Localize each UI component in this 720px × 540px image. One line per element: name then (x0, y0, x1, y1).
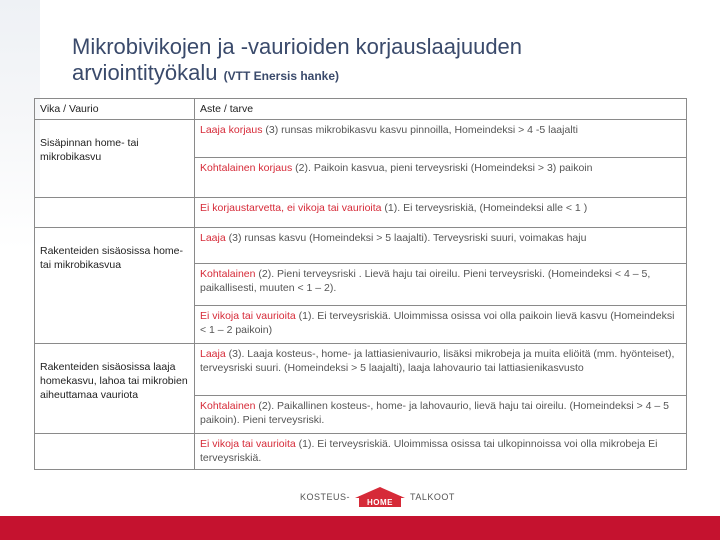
level-text: (1). Ei terveysriskiä. Uloimmissa osissa voi olla paikoin lievä kasvu (Homeindeksi < 1 – 2 paikoin) (200, 310, 675, 336)
vika-cell: Rakenteiden sisäosissa laaja homekasvu, lahoa tai mikrobien aiheuttamaa vauriota (35, 344, 195, 434)
kosteus-home-talkoot-logo (300, 486, 455, 508)
title-subtitle: (VTT Enersis hanke) (223, 69, 340, 83)
aste-cell (195, 396, 687, 434)
level-text: (2). Paikallinen kosteus-, home- ja lahovaurio, lievä haju tai oireilu. (Homeindeksi > 4 – 5 paikoin). Pieni terveysriski. (200, 400, 669, 426)
level-text: (3). Laaja kosteus-, home- ja lattiasienivaurio, lisäksi mikrobeja ja muita eliöitä (mm. hyönteiset), terveysriski suuri. (Homeindeksi > 5 laajalti), laaja lahovaurio tai lattiasienikasvusto (200, 348, 675, 374)
level-text: (2). Paikoin kasvua, pieni terveysriski (Homeindeksi > 3) paikoin (292, 162, 593, 174)
level-label: Kohtalainen (200, 400, 256, 412)
aste-cell (195, 434, 687, 470)
level-label: Ei vikoja tai vaurioita (200, 438, 296, 450)
header-aste: Aste / tarve (195, 99, 687, 120)
logo-right-text: TALKOOT (410, 492, 455, 502)
aste-cell (195, 344, 687, 396)
level-text: (2). Pieni terveysriski . Lievä haju tai oireilu. Pieni terveysriski. (Homeindeksi < 4 – 5, paikallisesti, muuten < 1 – 2). (200, 268, 651, 294)
vika-cell: Sisäpinnan home- tai mikrobikasvu (35, 120, 195, 198)
level-label: Ei korjaustarvetta, ei vikoja tai vaurioita (200, 202, 382, 214)
level-label: Ei vikoja tai vaurioita (200, 310, 296, 322)
level-text: (1). Ei terveysriskiä, (Homeindeksi alle < 1 ) (381, 202, 588, 214)
table-row (35, 120, 687, 158)
level-text: (3) runsas kasvu (Homeindeksi > 5 laajalti). Terveysriski suuri, voimakas haju (225, 232, 587, 244)
title-line1: Mikrobivikojen ja -vaurioiden korjauslaajuuden (72, 34, 523, 59)
assessment-table (34, 98, 687, 470)
level-text: (1). Ei terveysriskiä. Uloimmissa osissa tai ulkopinnoissa voi olla mikrobeja Ei terveysriskiä. (200, 438, 658, 464)
title-line2: arviointityökalu (72, 60, 218, 85)
aste-cell (195, 120, 687, 158)
level-label: Kohtalainen korjaus (200, 162, 293, 174)
level-text: (3) runsas mikrobikasvu kasvu pinnoilla, Homeindeksi > 4 -5 laajalti (262, 124, 578, 136)
vika-cell-empty (35, 198, 195, 228)
vika-cell-empty (35, 434, 195, 470)
aste-cell (195, 198, 687, 228)
table-row (35, 198, 687, 228)
aste-cell (195, 264, 687, 306)
table-row (35, 344, 687, 396)
aste-cell (195, 228, 687, 264)
footer-bar (0, 516, 720, 540)
logo-house-icon (353, 486, 407, 508)
table-row (35, 434, 687, 470)
vika-cell: Rakenteiden sisäosissa home- tai mikrobikasvua (35, 228, 195, 344)
level-label: Kohtalainen (200, 268, 256, 280)
level-label: Laaja (200, 348, 226, 360)
page-title (72, 34, 522, 89)
level-label: Laaja korjaus (200, 124, 263, 136)
header-vika: Vika / Vaurio (35, 99, 195, 120)
table-header-row (35, 99, 687, 120)
aste-cell (195, 306, 687, 344)
aste-cell (195, 158, 687, 198)
level-label: Laaja (200, 232, 226, 244)
logo-home-text: HOME (367, 498, 394, 507)
logo-left-text: KOSTEUS- (300, 492, 351, 502)
table-row (35, 228, 687, 264)
